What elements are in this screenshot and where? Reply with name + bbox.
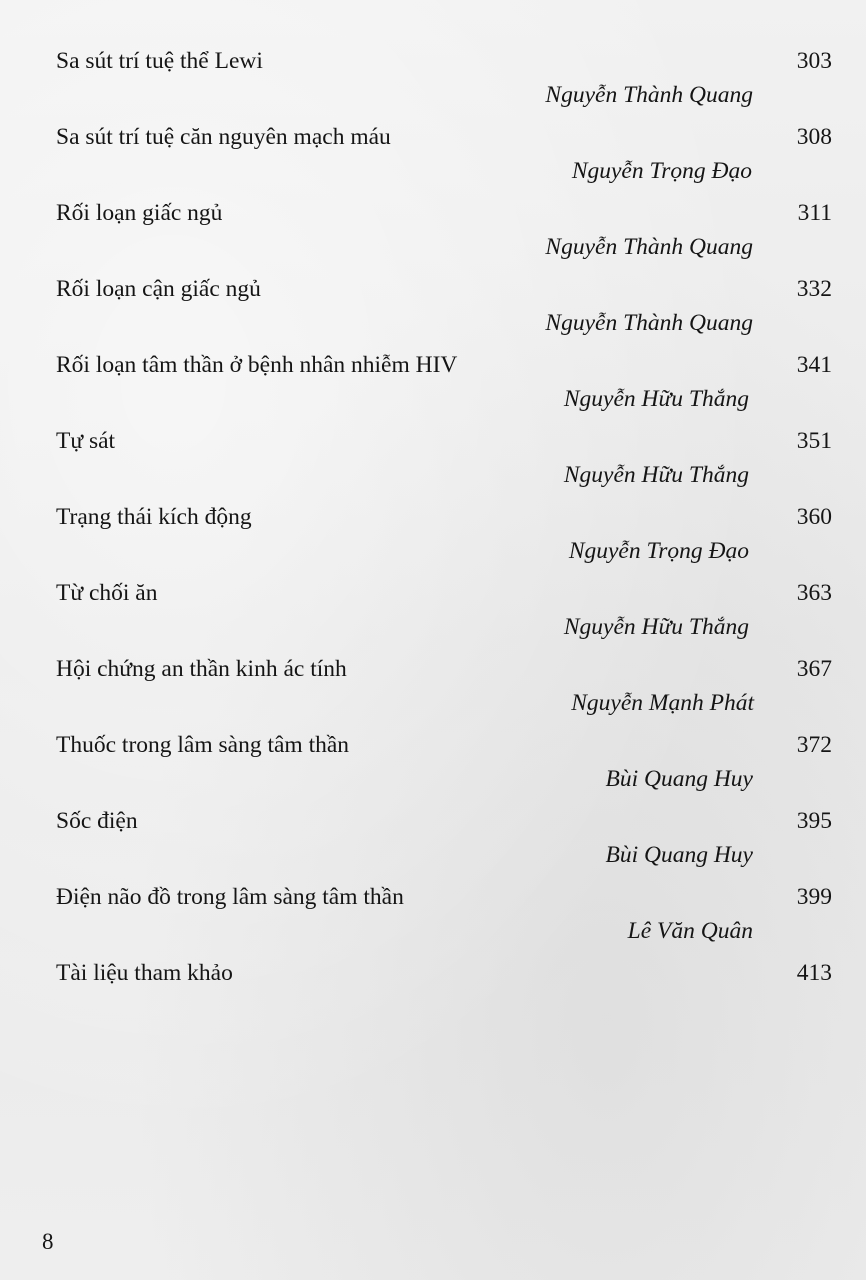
toc-entry (0, 122, 866, 198)
toc-entry-page: 351 (796, 428, 832, 454)
toc-entry-page: 367 (796, 656, 832, 682)
toc-entry-title: Tài liệu tham khảo (56, 960, 233, 986)
toc-entry-page: 413 (796, 960, 832, 986)
footer-page-number: 8 (42, 1229, 54, 1254)
toc-entry-author: Nguyễn Thành Quang (545, 310, 753, 336)
toc-entry (0, 426, 866, 502)
toc-entry-title: Rối loạn giấc ngủ (56, 200, 223, 226)
toc-entry-title: Tự sát (56, 428, 116, 454)
toc-entry-title: Sa sút trí tuệ căn nguyên mạch máu (56, 124, 391, 150)
toc-entry-page: 360 (796, 504, 832, 530)
toc-entry-author: Nguyễn Hữu Thắng (563, 462, 749, 488)
toc-entry-page: 363 (796, 580, 832, 606)
toc-entry (0, 198, 866, 274)
toc-entry-title: Trạng thái kích động (56, 504, 252, 530)
toc-entry (0, 578, 866, 654)
toc-entry-title: Rối loạn cận giấc ngủ (56, 276, 261, 302)
toc-entry-title: Điện não đồ trong lâm sàng tâm thần (56, 884, 404, 910)
toc-entry-page: 303 (796, 48, 832, 74)
toc-entry-title: Sa sút trí tuệ thể Lewi (56, 48, 263, 74)
toc-entry-author: Nguyễn Thành Quang (545, 234, 753, 260)
toc-entry (0, 654, 866, 730)
toc-entry-page: 399 (796, 884, 832, 910)
toc-entry (0, 806, 866, 882)
toc-entry-title: Hội chứng an thần kinh ác tính (56, 656, 347, 682)
toc-entry (0, 502, 866, 578)
toc-entry-page: 372 (796, 732, 832, 758)
toc-entry-page: 395 (796, 808, 832, 834)
toc-entry (0, 46, 866, 122)
toc-entry-author: Lê Văn Quân (627, 918, 753, 944)
toc-entry-title: Sốc điện (56, 808, 138, 834)
toc-entry-page: 341 (796, 352, 832, 378)
toc-entry-author: Nguyễn Trọng Đạo (571, 158, 752, 184)
toc-entry (0, 350, 866, 426)
toc-entry (0, 958, 866, 1034)
toc-entry-title: Thuốc trong lâm sàng tâm thần (56, 732, 350, 758)
toc-entry-title: Rối loạn tâm thần ở bệnh nhân nhiễm HIV (56, 352, 458, 378)
toc-entry-author: Nguyễn Mạnh Phát (571, 690, 754, 716)
toc-entry-author: Bùi Quang Huy (605, 842, 753, 868)
toc-entry-author: Nguyễn Trọng Đạo (568, 538, 749, 564)
toc-entry (0, 730, 866, 806)
toc-entry-author: Nguyễn Hữu Thắng (563, 614, 749, 640)
toc-entry-page: 308 (796, 124, 832, 150)
toc-entry-title: Từ chối ăn (56, 580, 158, 606)
toc-entry-page: 332 (796, 276, 832, 302)
toc-entry (0, 274, 866, 350)
toc-entry-author: Nguyễn Hữu Thắng (563, 386, 749, 412)
toc-entry-page: 311 (797, 200, 832, 226)
toc-entry-author: Bùi Quang Huy (605, 766, 753, 792)
toc-entry-author: Nguyễn Thành Quang (545, 82, 753, 108)
toc-entry (0, 882, 866, 958)
